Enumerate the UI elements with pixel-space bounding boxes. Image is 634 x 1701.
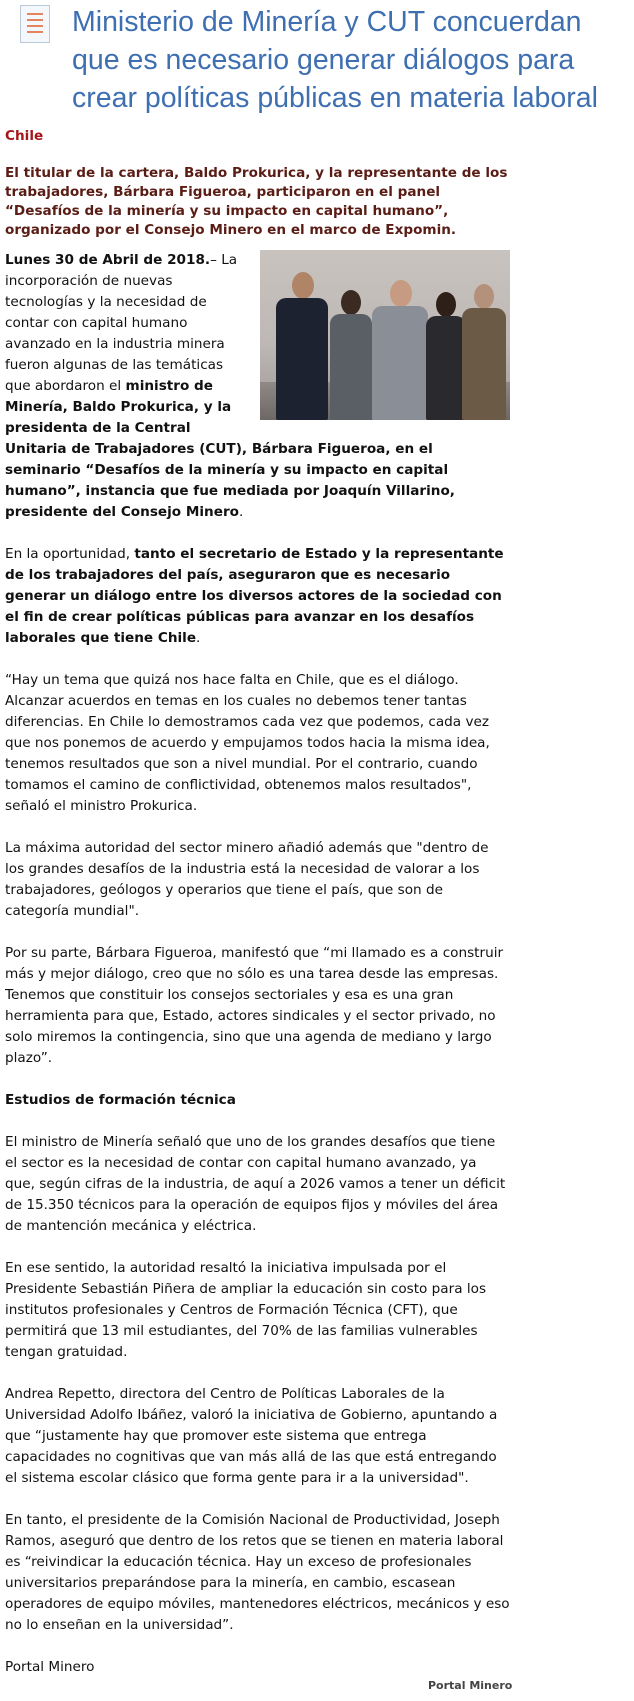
article-header xyxy=(0,0,634,125)
article-date: Lunes 30 de Abril de 2018. xyxy=(5,252,211,268)
article-body xyxy=(5,126,510,1678)
paragraph-3: “Hay un tema que quizá nos hace falta en Chile, que es el diálogo. Alcanzar acuerdos en temas en los cuales no debemos tener tantas diferencias. En Chile lo demostramos cada vez que podemos, cada vez que nos ponemos de acuerdo y empujamos todos hacia la misma idea, tenemos resultados que son a nivel mundial. Por el contrario, cuando tomamos el camino de conflictividad, obtenemos malos resultados", señaló el ministro Prokurica. xyxy=(5,672,490,814)
section-heading: Estudios de formación técnica xyxy=(5,1092,236,1108)
paragraph-7: En ese sentido, la autoridad resaltó la iniciativa impulsada por el Presidente Sebastián Piñera de ampliar la educación sin costo para los institutos profesionales y Centros de Formación Técnica (CFT), que permitirá que 13 mil estudiantes, del 70% de las familias vulnerables tengan gratuidad. xyxy=(5,1260,487,1360)
document-icon xyxy=(20,5,50,43)
article-title: Ministerio de Minería y CUT concuerdan que es necesario generar diálogos para crear políticas públicas en materia laboral xyxy=(72,6,598,114)
article-lead: El titular de la cartera, Baldo Prokurica, y la representante de los trabajadores, Bárbara Figueroa, participaron en el panel “Desafíos de la minería y su impacto en capital humano”, organizado por el Consejo Minero en el marco de Expomin. xyxy=(5,165,508,238)
paragraph-8: Andrea Repetto, directora del Centro de Políticas Laborales de la Universidad Adolfo Ibáñez, valoró la iniciativa de Gobierno, apuntando a que “justamente hay que promover este sistema que entrega capacidades no cognitivas que van más allá de las que está entregando el sistema escolar clásico que forma gente para ir a la universidad". xyxy=(5,1386,498,1486)
paragraph-9: En tanto, el presidente de la Comisión Nacional de Productividad, Joseph Ramos, aseguró que dentro de los retos que se tienen en materia laboral es “reivindicar la educación técnica. Hay un exceso de profesionales universitarios preparándose para la minería, en cambio, escasean operadores de equipo móviles, mantenedores eléctricos, mecánicos y eso no lo enseñan en la universidad”. xyxy=(5,1512,510,1633)
country-label: Chile xyxy=(5,128,44,144)
paragraph-6: El ministro de Minería señaló que uno de los grandes desafíos que tiene el sector es la necesidad de contar con capital humano avanzado, ya que, según cifras de la industria, de aquí a 2026 vamos a tener un déficit de 15.350 técnicos para la operación de equipos fijos y móviles del área de mantención mecánica y eléctrica. xyxy=(5,1134,506,1234)
paragraph-4: La máxima autoridad del sector minero añadió además que "dentro de los grandes desafíos de la industria está la necesidad de valorar a los trabajadores, geólogos y operarios que tiene el país, que son de categoría mundial". xyxy=(5,840,489,919)
paragraph-2: En la oportunidad, tanto el secretario de Estado y la representante de los trabajadores del país, aseguraron que es necesario generar un diálogo entre los diversos actores de la sociedad con el fin de crear políticas públicas para avanzar en los desafíos laborales que tiene Chile. xyxy=(5,546,504,646)
event-photo xyxy=(260,250,510,420)
paragraph-1: Lunes 30 de Abril de 2018.– La incorporación de nuevas tecnologías y la necesidad de contar con capital humano avanzado en la industria minera fueron algunas de las temáticas que abordaron el ministro de Minería, Baldo Prokurica, y la presidenta de la Central Unitaria de Trabajadores (CUT), Bárbara Figueroa, en el seminario “Desafíos de la minería y su impacto en capital humano”, instancia que fue mediada por Joaquín Villarino, presidente del Consejo Minero. xyxy=(5,250,510,523)
footer-source: Portal Minero xyxy=(428,1679,513,1692)
paragraph-5: Por su parte, Bárbara Figueroa, manifestó que “mi llamado es a construir más y mejor diálogo, creo que no sólo es una tarea desde las empresas. Tenemos que constituir los consejos sectoriales y esa es una gran herramienta para que, Estado, actores sindicales y el sector privado, no solo miremos la contingencia, sino que una agenda de mediano y largo plazo”. xyxy=(5,945,504,1066)
article-source: Portal Minero xyxy=(5,1659,95,1675)
